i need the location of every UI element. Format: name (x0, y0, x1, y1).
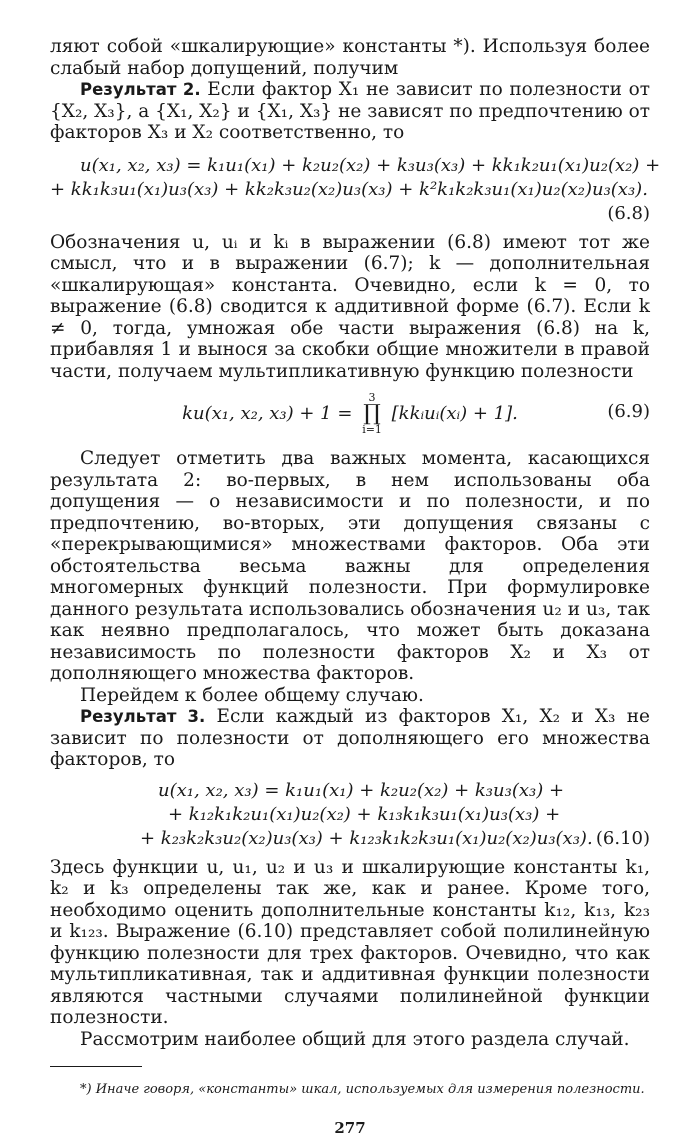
equation-6-9-rhs: [kkᵢuᵢ(xᵢ) + 1]. (391, 403, 518, 424)
equation-6-10-line-3-text: + k₂₃k₂k₃u₂(x₂)u₃(x₃) + k₁₂₃k₁k₂k₃u₁(x₁)u₂(x₂)u₃(x₃). (140, 827, 593, 849)
result-2 (50, 79, 650, 144)
equation-6-10-number: (6.10) (595, 827, 650, 849)
footnote-divider (50, 1066, 142, 1067)
equation-6-8-line-1: u(x₁, x₂, x₃) = k₁u₁(x₁) + k₂u₂(x₂) + k₃u₃(x₃) + kk₁k₂u₁(x₁)u₂(x₂) + (80, 154, 661, 176)
paragraph-functions: Здесь функции u, u₁, u₂ и u₃ и шкалирующие константы k₁, k₂ и k₃ определены так же, как и ранее. Кроме того, необходимо оценить дополнительные константы k₁₂, k₁₃, k₂₃ и k₁₂₃. Выражение (6.10) представляет собой полилинейную функцию полезности для трех факторов. Очевидно, что как мультипликативная, так и аддитивная функции полезности являются частными случаями полилинейной функции полезности. (50, 856, 650, 1028)
equation-6-10-line-3 (50, 827, 650, 851)
equation-6-8 (50, 154, 661, 226)
result-2-label: Результат 2. (80, 80, 201, 99)
equation-6-10-line-2: + k₁₂k₁k₂u₁(x₁)u₂(x₂) + k₁₃k₁k₃u₁(x₁)u₃(x₃) + (168, 803, 561, 825)
product-sign: ∏ (363, 401, 381, 426)
equation-6-9 (50, 392, 650, 436)
page-number: 277 (334, 1119, 366, 1137)
product-upper-limit: 3 (368, 391, 376, 404)
equation-6-8-number: (6.8) (607, 202, 650, 224)
result-3 (50, 706, 650, 771)
paragraph-notation: Обозначения u, uᵢ и kᵢ в выражении (6.8) имеют тот же смысл, что и в выражении (6.7); k — дополнительная «шкалирующая» константа. Очевидно, если k = 0, то выражение (6.8) сводится к аддитивной форме (6.7). Если k ≠ 0, тогда, умножая обе части выражения (6.8) на k, прибавляя 1 и вынося за скобки общие множители в правой части, получаем мультипликативную функцию полезности (50, 231, 650, 382)
equation-6-8-line-2: + kk₁k₃u₁(x₁)u₃(x₃) + kk₂k₃u₂(x₂)u₃(x₃) + k²k₁k₂k₃u₁(x₁)u₂(x₂)u₃(x₃). (50, 178, 648, 200)
equation-6-10 (50, 779, 650, 851)
product-symbol (362, 392, 382, 436)
result-3-text: Если каждый из факторов X₁, X₂ и X₃ не зависит по полезности от дополняющего его множества факторов, то (50, 706, 650, 770)
result-2-text: Если фактор X₁ не зависит по полезности от {X₂, X₃}, а {X₁, X₂} и {X₁, X₃} не зависят по предпочтению от факторов X₃ и X₂ соответственно, то (50, 79, 651, 143)
equation-6-9-number: (6.9) (607, 401, 650, 422)
paragraph-next-case: Рассмотрим наиболее общий для этого раздела случай. (80, 1028, 630, 1050)
paragraph-general-case: Перейдем к более общему случаю. (80, 684, 424, 706)
result-3-label: Результат 3. (80, 707, 206, 726)
footnote: *) Иначе говоря, «константы» шкал, используемых для измерения полезности. (80, 1082, 645, 1097)
paragraph-remarks: Следует отметить два важных момента, касающихся результата 2: во-первых, в нем использованы оба допущения — о независимости и по полезности, и по предпочтению, во-вторых, эти допущения связаны с «перекрывающимися» множествами факторов. Оба эти обстоятельства весьма важны для определения многомерных функций полезности. При формулировке данного результата использовались обозначения u₂ и u₃, так как неявно предполагалось, что может быть доказана независимость по полезности факторов X₂ и X₃ от дополняющего множества факторов. (50, 448, 650, 684)
paragraph-intro: ляют собой «шкалирующие» константы *). Используя более слабый набор допущений, получим (50, 36, 650, 79)
equation-6-10-line-1: u(x₁, x₂, x₃) = k₁u₁(x₁) + k₂u₂(x₂) + k₃u₃(x₃) + (158, 779, 565, 801)
equation-6-9-lhs: ku(x₁, x₂, x₃) + 1 = (182, 403, 353, 424)
product-lower-limit: i=1 (362, 423, 382, 436)
